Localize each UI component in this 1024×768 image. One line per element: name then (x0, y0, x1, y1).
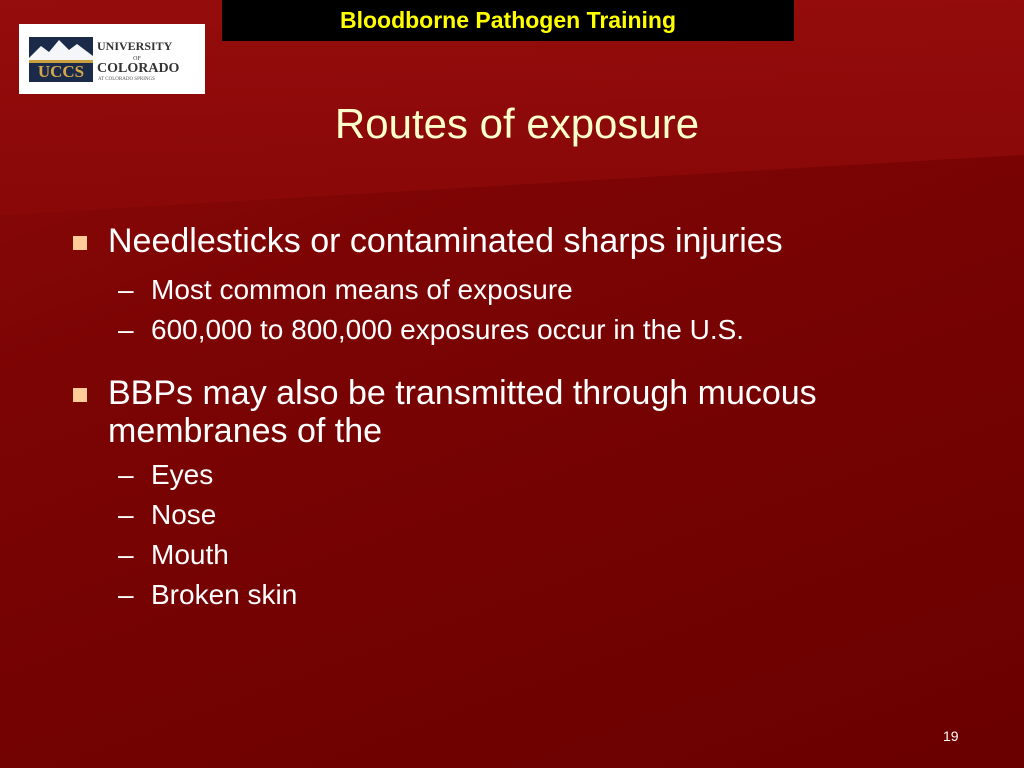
bullet-text-line2: membranes of the (108, 412, 383, 450)
sub-item-text: Nose (151, 499, 217, 530)
dash-marker: – (118, 539, 134, 570)
sub-item-text: Eyes (151, 459, 214, 490)
uccs-logo (19, 24, 205, 94)
logo-acronym: UCCS (37, 62, 85, 81)
dash-marker: – (118, 274, 134, 305)
bullet-text-line1: BBPs may also be transmitted through mucous (108, 374, 817, 412)
page-number: 19 (943, 728, 959, 744)
sub-item (68, 270, 988, 310)
logo-line-university: UNIVERSITY (97, 39, 173, 53)
sub-item (68, 310, 988, 350)
header-title: Bloodborne Pathogen Training (339, 7, 677, 33)
sub-item (68, 535, 988, 575)
logo-line-colorado: COLORADO (97, 61, 180, 76)
bullet-square-icon (73, 388, 87, 402)
bullet-text: Needlesticks or contaminated sharps injuries (108, 222, 783, 260)
logo-line-of: OF (133, 56, 141, 62)
header-bar (222, 0, 794, 41)
sub-item (68, 455, 988, 495)
sub-item-text: Mouth (151, 539, 229, 570)
sub-item (68, 495, 988, 535)
sub-item-text: 600,000 to 800,000 exposures occur in the U.S. (151, 314, 745, 345)
dash-marker: – (118, 459, 134, 490)
bullet-list (68, 222, 988, 615)
bullet-square-icon (73, 236, 87, 250)
logo-line-springs: AT COLORADO SPRINGS (98, 77, 155, 82)
dash-marker: – (118, 579, 134, 610)
logo-graphic (19, 24, 205, 94)
bullet-item (68, 374, 988, 450)
dash-marker: – (118, 314, 134, 345)
sub-item-text: Most common means of exposure (151, 274, 573, 305)
sub-item (68, 575, 988, 615)
dash-marker: – (118, 499, 134, 530)
sub-item-text: Broken skin (151, 579, 298, 610)
bullet-item (68, 222, 988, 260)
slide-title: Routes of exposure (334, 100, 700, 147)
